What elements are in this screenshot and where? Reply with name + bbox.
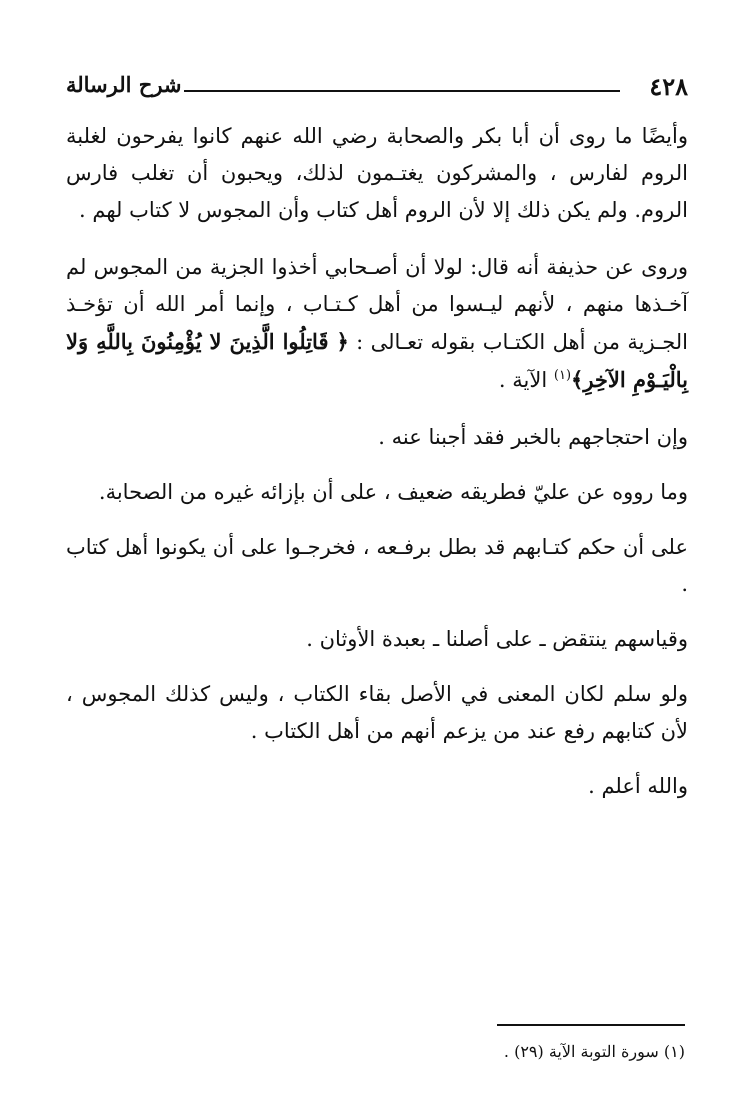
paragraph-7: ولو سلم لكان المعنى في الأصل بقاء الكتاب ، وليس كذلك المجوس ، لأن كتابهم رفع عند من يزعم أنهم من أهل الكتاب .: [66, 682, 688, 743]
footnote: (١) سورة التوبة الآية (٢٩) .: [503, 1042, 685, 1061]
paragraph-2-text-after: الآية .: [498, 368, 554, 392]
paragraph-8: والله أعلم .: [588, 774, 688, 798]
footnote-rule: [497, 1024, 685, 1026]
page-number: ٤٢٨: [649, 72, 688, 101]
quran-verse: ﴿ قَاتِلُوا الَّذِينَ لا يُؤْمِنُونَ بِاللَّهِ وَلا بِالْيَـوْمِ الآخِرِ﴾: [66, 329, 688, 392]
running-title: شرح الرسالة: [66, 72, 182, 97]
page-header: [66, 70, 688, 104]
paragraph-5: على أن حكم كتـابهم قد بطل برفـعه ، فخرجـوا على أن يكونوا أهل كتاب .: [66, 535, 688, 596]
main-text: [66, 118, 688, 823]
paragraph-4: وما رووه عن عليّ فطريقه ضعيف ، على أن بإزائه غيره من الصحابة.: [98, 480, 688, 504]
header-rule: [184, 90, 620, 92]
paragraph-1: وأيضًا ما روى أن أبا بكر والصحابة رضي الله عنهم كانوا يفرحون لغلبة الروم لفارس ، والمشركون يغتـمون لذلك، ويحبون أن تغلب فارس الروم. ولم يكن ذلك إلا لأن الروم أهل كتاب وأن المجوس لا كتاب لهم .: [66, 124, 688, 222]
paragraph-3: وإن احتجاجهم بالخبر فقد أجبنا عنه .: [378, 425, 688, 449]
paragraph-2: [66, 249, 688, 399]
paragraph-2-text-before: وروى عن حذيفة أنه قال: لولا أن أصـحابي أخذوا الجزية من المجوس لم آخـذها منهم ، لأنهم ليـسوا من أهل كـتـاب ، وإنما أمر الله أن تؤخـذ الجـزية من أهل الكتـاب بقوله تعـالى :: [66, 255, 689, 354]
footnote-reference: (١): [553, 368, 572, 383]
paragraph-6: وقياسهم ينتقض ـ على أصلنا ـ بعبدة الأوثان .: [306, 627, 688, 651]
